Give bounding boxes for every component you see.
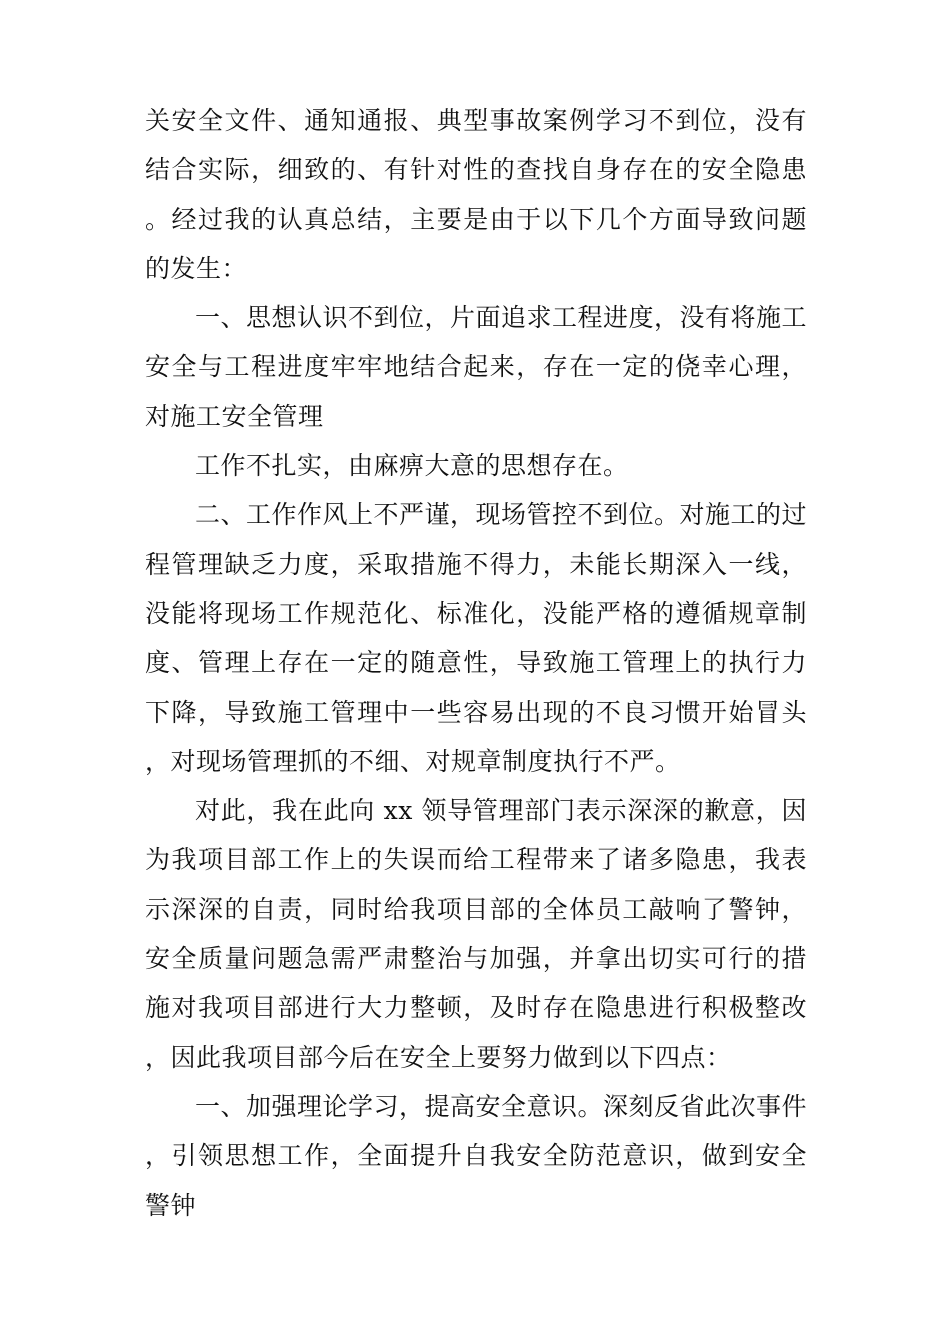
paragraph-1: 关安全文件、通知通报、典型事故案例学习不到位，没有结合实际，细致的、有针对性的查找自身存在的安全隐患。经过我的认真总结，主要是由于以下几个方面导致问题的发生：: [145, 106, 807, 283]
paragraph-4: 二、工作作风上不严谨，现场管控不到位。对施工的过程管理缺乏力度，采取措施不得力，未能长期深入一线，没能将现场工作规范化、标准化，没能严格的遵循规章制度、管理上存在一定的随意性，导致施工管理上的执行力下降，导致施工管理中一些容易出现的不良习惯开始冒头，对现场管理抓的不细、对规章制度执行不严。: [145, 500, 808, 776]
body-text: [145, 96, 807, 1230]
paragraph-6: 一、加强理论学习，提高安全意识。深刻反省此次事件，引领思想工作，全面提升自我安全防范意识，做到安全警钟: [145, 1091, 808, 1220]
paragraph-5: 对此，我在此向 xx 领导管理部门表示深深的歉意，因为我项目部工作上的失误而给工程带来了诸多隐患，我表示深深的自责，同时给我项目部的全体员工敲响了警钟，安全质量问题急需严肃整治与加强，并拿出切实可行的措施对我项目部进行大力整顿，及时存在隐患进行积极整改，因此我项目部今后在安全上要努力做到以下四点：: [145, 796, 807, 1072]
paragraph-2: 一、思想认识不到位，片面追求工程进度，没有将施工安全与工程进度牢牢地结合起来，存在一定的侥幸心理，对施工安全管理: [145, 303, 808, 431]
paragraph-3: 工作不扎实，由麻痹大意的思想存在。: [195, 451, 629, 481]
